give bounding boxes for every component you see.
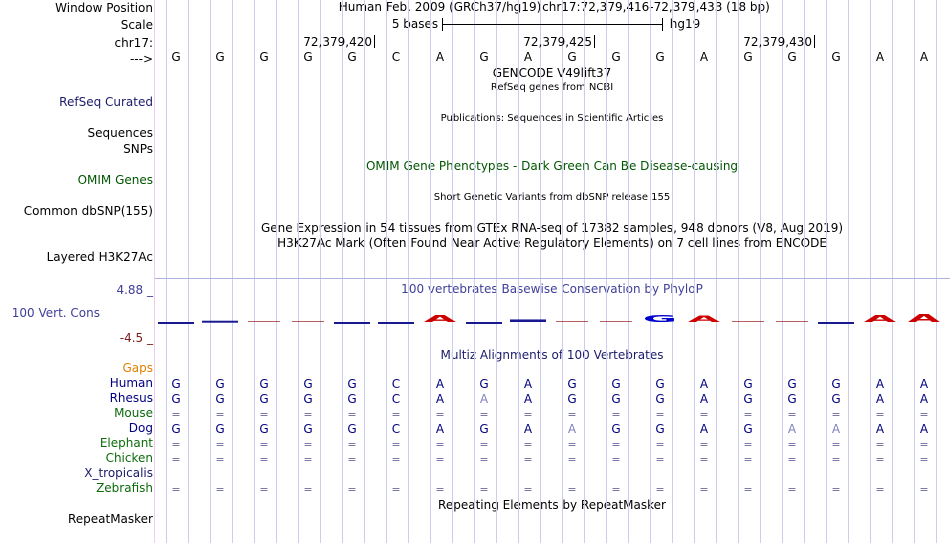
alignment-base: A xyxy=(435,392,445,406)
alignment-base: G xyxy=(171,392,181,406)
alignment-base: = xyxy=(875,483,885,496)
alignment-base: = xyxy=(391,408,401,421)
alignment-base: A xyxy=(875,377,885,391)
base-letter: G xyxy=(655,50,665,64)
phylop-bar xyxy=(202,321,238,323)
phylop-logo-letter: A xyxy=(907,312,941,325)
alignment-base: = xyxy=(831,438,841,451)
alignment-base: = xyxy=(831,483,841,496)
alignment-base: = xyxy=(347,453,357,466)
alignment-base: = xyxy=(567,408,577,421)
base-letter: A xyxy=(523,50,533,64)
alignment-base: = xyxy=(391,438,401,451)
base-letter: C xyxy=(391,50,401,64)
alignment-base: A xyxy=(831,422,841,436)
alignment-base: = xyxy=(259,453,269,466)
base-letter: G xyxy=(479,50,489,64)
dbsnp-track-label[interactable]: Common dbSNP(155) xyxy=(23,204,153,218)
gencode-track-title[interactable]: GENCODE V49lift37 xyxy=(492,66,612,80)
gtex-track-title[interactable]: Gene Expression in 54 tissues from GTEx RNA-seq of 17382 samples, 948 donors (V8, Aug 2019) xyxy=(260,221,844,235)
alignment-base: = xyxy=(523,483,533,496)
alignment-base: = xyxy=(611,438,621,451)
alignment-base: = xyxy=(699,483,709,496)
alignment-base: = xyxy=(567,453,577,466)
base-letter: G xyxy=(171,50,181,64)
alignment-base: = xyxy=(523,408,533,421)
scale-label: Scale xyxy=(120,18,153,32)
alignment-base: G xyxy=(303,422,313,436)
alignment-base: = xyxy=(391,483,401,496)
species-label-chicken: Chicken xyxy=(105,451,153,465)
refseq-track-title[interactable]: RefSeq genes from NCBI xyxy=(490,82,614,93)
phylop-bar xyxy=(556,321,588,322)
alignment-base: = xyxy=(567,438,577,451)
alignment-base: = xyxy=(215,453,225,466)
alignment-base: G xyxy=(611,422,621,436)
strand-label[interactable]: ---> xyxy=(129,52,153,66)
window-assembly: Human Feb. 2009 (GRCh37/hg19) xyxy=(338,0,542,14)
alignment-base: = xyxy=(743,453,753,466)
alignment-base: = xyxy=(919,483,929,496)
alignment-base: = xyxy=(259,483,269,496)
base-letter: G xyxy=(347,50,357,64)
alignment-base: = xyxy=(699,408,709,421)
alignment-base: G xyxy=(567,377,577,391)
alignment-base: G xyxy=(831,392,841,406)
alignment-base: G xyxy=(347,392,357,406)
phylop-bar xyxy=(248,321,280,322)
alignment-base: G xyxy=(567,392,577,406)
alignment-base: = xyxy=(303,408,313,421)
repeatmasker-track-title[interactable]: Repeating Elements by RepeatMasker xyxy=(438,498,666,512)
alignment-base: A xyxy=(875,392,885,406)
alignment-base: G xyxy=(787,377,797,391)
species-label-dog: Dog xyxy=(128,421,153,435)
alignment-base: = xyxy=(435,483,445,496)
alignment-base: A xyxy=(567,422,577,436)
alignment-base: = xyxy=(259,438,269,451)
phylop-logo-letter: A xyxy=(863,313,897,325)
refseq-track-label[interactable]: RefSeq Curated xyxy=(59,95,153,109)
base-letter: G xyxy=(567,50,577,64)
species-label-zebrafish: Zebrafish xyxy=(96,481,153,495)
alignment-base: G xyxy=(611,392,621,406)
alignment-base: G xyxy=(655,422,665,436)
multiz-track-title[interactable]: Multiz Alignments of 100 Vertebrates xyxy=(440,348,664,362)
alignment-base: = xyxy=(171,408,181,421)
alignment-base: = xyxy=(787,453,797,466)
alignment-base: = xyxy=(171,483,181,496)
alignment-base: G xyxy=(215,392,225,406)
phylop-logo-letter: G xyxy=(642,313,678,325)
omim-track-label[interactable]: OMIM Genes xyxy=(77,173,153,187)
phylop-bar xyxy=(158,322,194,324)
base-letter: G xyxy=(215,50,225,64)
alignment-base: A xyxy=(435,377,445,391)
alignment-base: A xyxy=(919,422,929,436)
alignment-base: = xyxy=(787,408,797,421)
species-label-mouse: Mouse xyxy=(114,406,153,420)
alignment-base: A xyxy=(523,377,533,391)
alignment-base: A xyxy=(919,377,929,391)
alignment-base: = xyxy=(787,483,797,496)
alignment-base: G xyxy=(743,422,753,436)
alignment-base: = xyxy=(655,453,665,466)
alignment-base: A xyxy=(787,422,797,436)
alignment-base: = xyxy=(171,438,181,451)
alignment-base: A xyxy=(699,377,709,391)
sequences-track-label[interactable]: Sequences xyxy=(87,126,153,140)
alignment-base: = xyxy=(347,483,357,496)
alignment-base: = xyxy=(479,483,489,496)
base-letter: A xyxy=(435,50,445,64)
ruler-tick-label: 72,379,430 xyxy=(743,35,812,49)
species-label-rhesus: Rhesus xyxy=(109,391,153,405)
alignment-base: G xyxy=(611,377,621,391)
alignment-base: G xyxy=(259,392,269,406)
alignment-base: = xyxy=(391,453,401,466)
alignment-base: G xyxy=(303,377,313,391)
phylop-bar xyxy=(600,321,632,322)
phylop-track-title[interactable]: 100 vertebrates Basewise Conservation by PhyloP xyxy=(401,282,703,296)
alignment-base: = xyxy=(347,408,357,421)
phylop-bar xyxy=(378,322,414,324)
base-letter: G xyxy=(831,50,841,64)
ruler-tick-label: 72,379,425 xyxy=(523,35,592,49)
h3k27ac-track-title[interactable]: H3K27Ac Mark (Often Found Near Active Regulatory Elements) on 7 cell lines from ENCODE xyxy=(277,236,827,250)
phylop-bar xyxy=(732,321,764,322)
alignment-base: = xyxy=(655,438,665,451)
base-letter: G xyxy=(303,50,313,64)
phylop-logo-letter: A xyxy=(687,314,721,325)
alignment-base: A xyxy=(919,392,929,406)
alignment-base: = xyxy=(523,438,533,451)
base-letter: A xyxy=(875,50,885,64)
alignment-base: = xyxy=(919,438,929,451)
alignment-base: = xyxy=(303,438,313,451)
species-label-gaps: Gaps xyxy=(122,361,153,375)
alignment-base: = xyxy=(303,453,313,466)
alignment-base: G xyxy=(171,422,181,436)
alignment-base: = xyxy=(919,408,929,421)
alignment-base: G xyxy=(743,377,753,391)
alignment-base: G xyxy=(479,377,489,391)
base-letter: A xyxy=(919,50,929,64)
phylop-bar xyxy=(818,322,854,324)
alignment-base: = xyxy=(435,438,445,451)
scale-db: hg19 xyxy=(669,17,701,31)
alignment-base: = xyxy=(611,483,621,496)
alignment-base: = xyxy=(171,453,181,466)
phylop-bar xyxy=(292,321,324,322)
alignment-base: = xyxy=(259,408,269,421)
alignment-base: A xyxy=(523,392,533,406)
alignment-base: = xyxy=(215,408,225,421)
alignment-base: = xyxy=(743,483,753,496)
chrom-label: chr17: xyxy=(114,36,153,50)
alignment-base: = xyxy=(655,408,665,421)
alignment-base: G xyxy=(655,377,665,391)
species-label-human: Human xyxy=(109,376,153,390)
alignment-base: G xyxy=(303,392,313,406)
alignment-base: A xyxy=(435,422,445,436)
phylop-bar xyxy=(466,322,502,324)
dbsnp-track-title[interactable]: Short Genetic Variants from dbSNP release 155 xyxy=(433,192,671,203)
alignment-base: C xyxy=(391,422,401,436)
alignment-base: A xyxy=(875,422,885,436)
alignment-base: = xyxy=(303,483,313,496)
alignment-base: A xyxy=(699,392,709,406)
alignment-base: = xyxy=(831,408,841,421)
alignment-base: A xyxy=(479,392,489,406)
alignment-base: = xyxy=(875,453,885,466)
phylop-min-label: -4.5 _ xyxy=(119,331,153,345)
alignment-base: = xyxy=(875,438,885,451)
alignment-base: C xyxy=(391,377,401,391)
species-label-x-tropicalis: X_tropicalis xyxy=(84,466,153,480)
phylop-bar xyxy=(776,321,808,322)
h3k27ac-track-label[interactable]: Layered H3K27Ac xyxy=(46,250,153,264)
repeatmasker-track-label[interactable]: RepeatMasker xyxy=(67,512,153,526)
alignment-base: = xyxy=(699,453,709,466)
snps-track-label[interactable]: SNPs xyxy=(123,142,153,156)
alignment-base: G xyxy=(347,377,357,391)
alignment-base: = xyxy=(479,453,489,466)
alignment-base: = xyxy=(523,453,533,466)
phylop-bar xyxy=(334,322,370,324)
alignment-base: = xyxy=(435,453,445,466)
alignment-base: = xyxy=(215,483,225,496)
alignment-base: = xyxy=(875,408,885,421)
alignment-base: G xyxy=(743,392,753,406)
base-letter: A xyxy=(699,50,709,64)
omim-track-title[interactable]: OMIM Gene Phenotypes - Dark Green Can Be Disease-causing xyxy=(365,159,739,173)
species-label-elephant: Elephant xyxy=(99,436,153,450)
alignment-base: = xyxy=(743,438,753,451)
phylop-bar xyxy=(510,319,546,322)
alignment-base: G xyxy=(347,422,357,436)
alignment-base: = xyxy=(831,453,841,466)
alignment-base: = xyxy=(743,408,753,421)
alignment-base: A xyxy=(699,422,709,436)
base-grid xyxy=(167,0,937,543)
alignment-base: = xyxy=(479,408,489,421)
base-letter: G xyxy=(787,50,797,64)
alignment-base: = xyxy=(919,453,929,466)
phylop-logo-letter: A xyxy=(423,313,457,325)
alignment-base: G xyxy=(831,377,841,391)
alignment-base: = xyxy=(347,438,357,451)
window-position: chr17:72,379,416-72,379,433 (18 bp) xyxy=(542,0,770,14)
alignment-base: A xyxy=(523,422,533,436)
alignment-base: G xyxy=(259,422,269,436)
scale-text: 5 bases xyxy=(391,17,439,31)
phylop-max-label: 4.88 _ xyxy=(116,283,153,297)
alignment-base: G xyxy=(259,377,269,391)
alignment-base: G xyxy=(787,392,797,406)
alignment-base: G xyxy=(215,377,225,391)
alignment-base: = xyxy=(787,438,797,451)
base-letter: G xyxy=(743,50,753,64)
window-position-label: Window Position xyxy=(55,1,153,15)
alignment-base: G xyxy=(171,377,181,391)
alignment-base: G xyxy=(215,422,225,436)
alignment-base: = xyxy=(567,483,577,496)
alignment-base: = xyxy=(479,438,489,451)
alignment-base: = xyxy=(611,408,621,421)
alignment-base: = xyxy=(611,453,621,466)
alignment-base: = xyxy=(655,483,665,496)
base-letter: G xyxy=(259,50,269,64)
publications-track-title[interactable]: Publications: Sequences in Scientific Articles xyxy=(440,113,664,124)
alignment-base: C xyxy=(391,392,401,406)
base-letter: G xyxy=(611,50,621,64)
alignment-base: G xyxy=(479,422,489,436)
alignment-base: = xyxy=(215,438,225,451)
alignment-base: = xyxy=(435,408,445,421)
alignment-base: = xyxy=(699,438,709,451)
phylop-track-label[interactable]: 100 Vert. Cons xyxy=(11,306,100,320)
alignment-base: G xyxy=(655,392,665,406)
ruler-tick-label: 72,379,420 xyxy=(303,35,372,49)
